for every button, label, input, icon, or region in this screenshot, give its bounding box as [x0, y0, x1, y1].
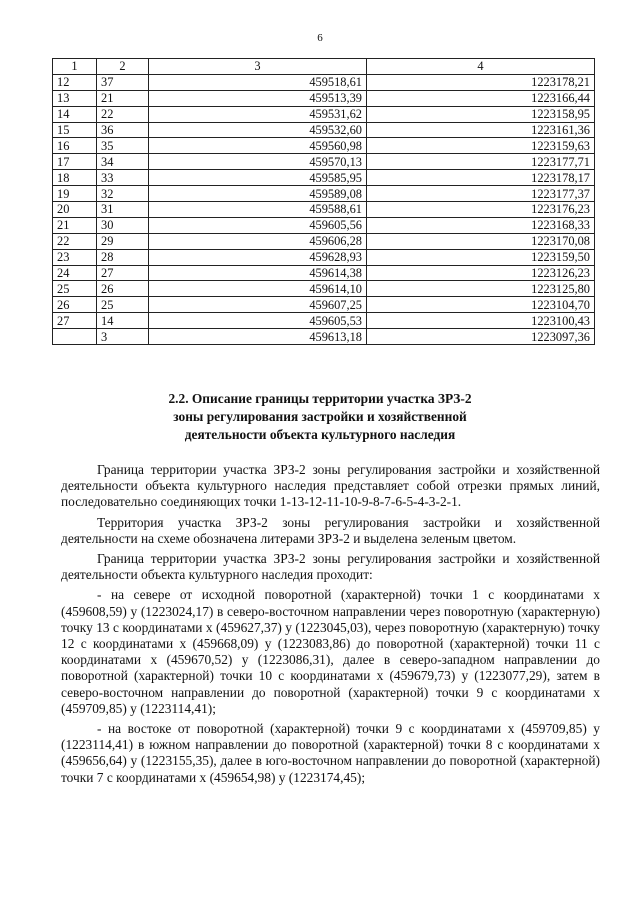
table-row [53, 313, 595, 329]
table-cell-col-1: 27 [53, 313, 97, 329]
table-cell-col-2: 29 [97, 233, 149, 249]
table-cell-col-3: 459585,95 [149, 170, 367, 186]
table-cell-col-4: 1223159,50 [367, 249, 595, 265]
heading-line-2: зоны регулирования застройки и хозяйственной [173, 409, 467, 424]
table-cell-col-4: 1223097,36 [367, 329, 595, 345]
body-text [61, 462, 600, 790]
table-cell-col-2: 28 [97, 249, 149, 265]
table-cell-col-3: 459588,61 [149, 202, 367, 218]
table-cell-col-4: 1223168,33 [367, 217, 595, 233]
heading-line-3: деятельности объекта культурного наследия [184, 427, 456, 442]
table-cell-col-1: 14 [53, 106, 97, 122]
table-cell-col-1: 12 [53, 74, 97, 90]
table-cell-col-1: 17 [53, 154, 97, 170]
table-row [53, 329, 595, 345]
table-cell-col-4: 1223104,70 [367, 297, 595, 313]
table-cell-col-1: 23 [53, 249, 97, 265]
table-cell-col-3: 459628,93 [149, 249, 367, 265]
table-row [53, 74, 595, 90]
table-header-row [53, 59, 595, 75]
table-row [53, 122, 595, 138]
table-cell-col-2: 22 [97, 106, 149, 122]
table-cell-col-1: 22 [53, 233, 97, 249]
list-item-east: - на востоке от поворотной (характерной) точки 9 с координатами х (459709,85) у (1223114,41) в южном направлении до поворотной (характерной) точки 8 с координатами х (459656,64) у (1223155,35), далее в юго-восточном направлении до поворотной (характерной) точки 7 с координатами х (459654,98) у (1223174,45); [61, 721, 600, 785]
table-cell-col-4: 1223161,36 [367, 122, 595, 138]
table-cell-col-2: 25 [97, 297, 149, 313]
table-cell-col-3: 459606,28 [149, 233, 367, 249]
table-cell-col-1: 16 [53, 138, 97, 154]
table-cell-col-1: 26 [53, 297, 97, 313]
table-cell-col-3: 459605,53 [149, 313, 367, 329]
paragraph-boundary-passes: Граница территории участка ЗРЗ-2 зоны регулирования застройки и хозяйственной деятельности объекта культурного наследия проходит: [61, 551, 600, 583]
header-col-3: 3 [149, 59, 367, 75]
table-cell-col-1: 15 [53, 122, 97, 138]
table-cell-col-1 [53, 329, 97, 345]
table-cell-col-4: 1223177,71 [367, 154, 595, 170]
table-cell-col-3: 459589,08 [149, 186, 367, 202]
list-item-north: - на севере от исходной поворотной (характерной) точки 1 с координатами х (459608,59) у (1223024,17) в северо-восточном направлении через поворотную (характерную) точку 13 с координатами х (459627,37) у (1223045,03), через поворотную (характерную) точку 12 с координатами х (459668,09) у (1223083,86) до поворотной (характерной) точки 11 с координатами х (459670,52) у (1223086,31), далее в северо-западном направлении до поворотной (характерной) точки 10 с координатами х (459679,73) у (1223077,29), затем в северо-восточном направлении до поворотной (характерной) точки 9 с координатами х (459709,85) у (1223114,41); [61, 587, 600, 716]
table-body [53, 74, 595, 344]
table-cell-col-4: 1223178,21 [367, 74, 595, 90]
table-cell-col-3: 459531,62 [149, 106, 367, 122]
table-cell-col-2: 36 [97, 122, 149, 138]
table-cell-col-3: 459607,25 [149, 297, 367, 313]
table-cell-col-1: 20 [53, 202, 97, 218]
table-cell-col-2: 32 [97, 186, 149, 202]
table-cell-col-1: 24 [53, 265, 97, 281]
table-cell-col-4: 1223178,17 [367, 170, 595, 186]
table-row [53, 281, 595, 297]
table-row [53, 249, 595, 265]
table-cell-col-3: 459532,60 [149, 122, 367, 138]
table-cell-col-4: 1223176,23 [367, 202, 595, 218]
heading-line-1: 2.2. Описание границы территории участка ЗРЗ-2 [168, 391, 472, 406]
table-row [53, 138, 595, 154]
table-cell-col-4: 1223177,37 [367, 186, 595, 202]
table-cell-col-2: 31 [97, 202, 149, 218]
table-row [53, 154, 595, 170]
table-cell-col-3: 459613,18 [149, 329, 367, 345]
table-cell-col-1: 13 [53, 90, 97, 106]
table-cell-col-2: 26 [97, 281, 149, 297]
table-cell-col-3: 459570,13 [149, 154, 367, 170]
table-row [53, 233, 595, 249]
table-row [53, 106, 595, 122]
table-row [53, 202, 595, 218]
table-cell-col-3: 459518,61 [149, 74, 367, 90]
header-col-4: 4 [367, 59, 595, 75]
coordinates-table [52, 58, 595, 345]
table-cell-col-4: 1223159,63 [367, 138, 595, 154]
table-row [53, 90, 595, 106]
table-cell-col-1: 25 [53, 281, 97, 297]
table-cell-col-4: 1223158,95 [367, 106, 595, 122]
table-cell-col-2: 35 [97, 138, 149, 154]
table-row [53, 170, 595, 186]
header-col-1: 1 [53, 59, 97, 75]
header-col-2: 2 [97, 59, 149, 75]
table-cell-col-2: 14 [97, 313, 149, 329]
table-cell-col-1: 19 [53, 186, 97, 202]
table-row [53, 297, 595, 313]
table-cell-col-4: 1223125,80 [367, 281, 595, 297]
table-row [53, 265, 595, 281]
table-cell-col-2: 3 [97, 329, 149, 345]
table-cell-col-1: 21 [53, 217, 97, 233]
table-row [53, 217, 595, 233]
table-cell-col-2: 37 [97, 74, 149, 90]
table-cell-col-2: 33 [97, 170, 149, 186]
table-row [53, 186, 595, 202]
table-cell-col-2: 30 [97, 217, 149, 233]
table-cell-col-4: 1223170,08 [367, 233, 595, 249]
table-cell-col-3: 459614,38 [149, 265, 367, 281]
table-cell-col-3: 459605,56 [149, 217, 367, 233]
page-number: 6 [317, 32, 323, 44]
table-cell-col-4: 1223166,44 [367, 90, 595, 106]
table-cell-col-3: 459513,39 [149, 90, 367, 106]
table-cell-col-2: 27 [97, 265, 149, 281]
table-cell-col-2: 21 [97, 90, 149, 106]
table-cell-col-4: 1223126,23 [367, 265, 595, 281]
table-cell-col-4: 1223100,43 [367, 313, 595, 329]
paragraph-territory-marking: Территория участка ЗРЗ-2 зоны регулирования застройки и хозяйственной деятельности на схеме обозначена литерами ЗРЗ-2 и выделена зеленым цветом. [61, 514, 600, 546]
paragraph-boundary-points: Граница территории участка ЗРЗ-2 зоны регулирования застройки и хозяйственной деятельности объекта культурного наследия представляет собой отрезки прямых линий, последовательно соединяющих точки 1-13-12-11-10-9-8-7-6-5-4-3-2-1. [61, 462, 600, 510]
table-cell-col-2: 34 [97, 154, 149, 170]
section-heading [0, 390, 640, 444]
table-cell-col-3: 459614,10 [149, 281, 367, 297]
table-cell-col-1: 18 [53, 170, 97, 186]
table-cell-col-3: 459560,98 [149, 138, 367, 154]
